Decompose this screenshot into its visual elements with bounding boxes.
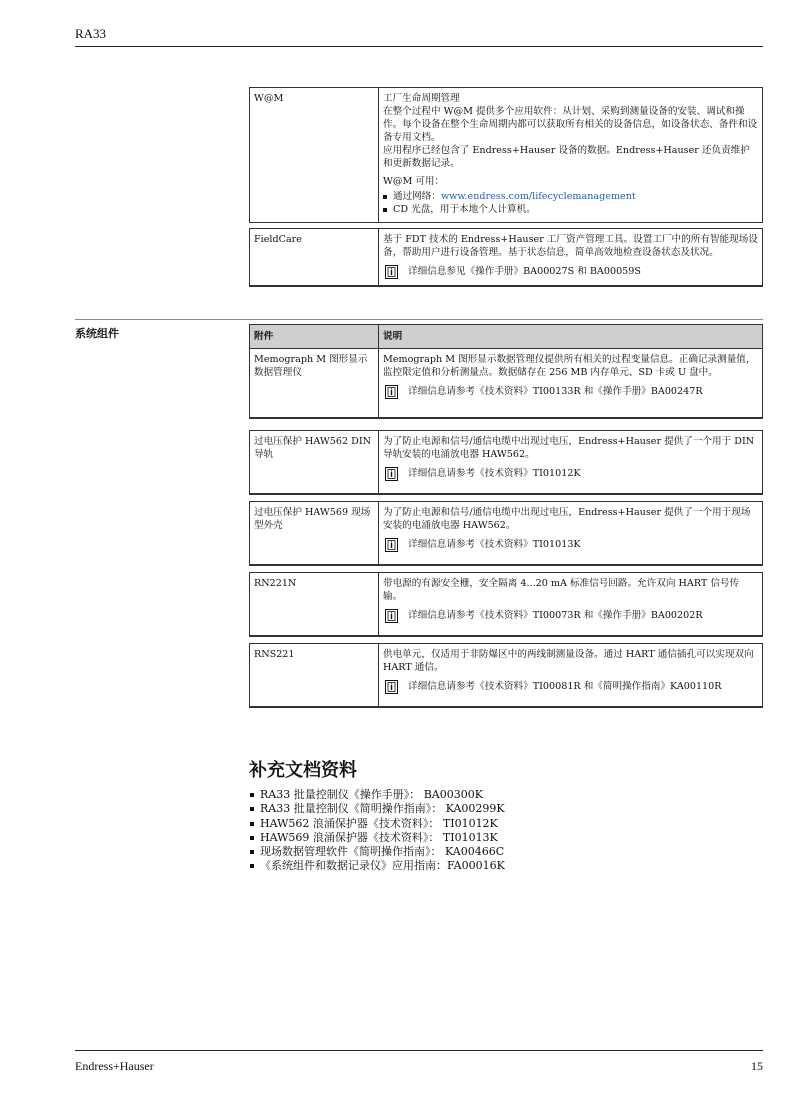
rns221-table — [249, 643, 763, 708]
row-name: RNS221 — [250, 644, 379, 708]
section-label: 系统组件 — [75, 327, 119, 340]
section-rule — [75, 319, 763, 320]
footer-rule — [75, 1050, 763, 1051]
book-icon — [385, 680, 398, 694]
bullet-prefix: 通过网络： — [393, 191, 441, 202]
table-row — [250, 229, 763, 287]
list-item: RA33 批量控制仪《操作手册》： BA00300K — [249, 788, 505, 802]
row-name: FieldCare — [250, 229, 379, 287]
reference-note — [383, 680, 758, 694]
book-icon — [385, 609, 398, 623]
reference-text: 详细信息请参考《技术资料》TI01013K — [408, 539, 581, 550]
availability-list — [383, 190, 758, 216]
list-item: HAW569 浪涌保护器《技术资料》： TI01013K — [249, 831, 505, 845]
desc-text: 为了防止电源和信号/通信电缆中出现过电压，Endress+Hauser 提供了一个用于 DIN 导轨安装的电涌放电器 HAW562。 — [383, 436, 755, 460]
reference-note — [383, 265, 758, 279]
desc-text: 带电源的有源安全栅，安全隔离 4...20 mA 标准信号回路。允许双向 HART 信号传输。 — [383, 578, 740, 602]
list-item: RA33 批量控制仪《简明操作指南》： KA00299K — [249, 802, 505, 816]
row-description — [379, 431, 763, 495]
list-item: 《系统组件和数据记录仪》应用指南：FA00016K — [249, 859, 505, 873]
desc-text: 供电单元，仅适用于非防爆区中的两线制测量设备。通过 HART 通信插孔可以实现双向 HART 通信。 — [383, 649, 754, 673]
table-row — [250, 88, 763, 223]
supplementary-title: 补充文档资料 — [249, 760, 357, 781]
page-number: 15 — [751, 1059, 763, 1073]
row-name: 过电压保护 HAW562 DIN 导轨 — [250, 431, 379, 495]
fieldcare-table — [249, 228, 763, 287]
desc-line: 在整个过程中 W@M 提供多个应用软件：从计划、采购到测量设备的安装、调试和操作。每个设备在整个生命周期内都可以获取所有相关的设备信息，如设备状态、备件和设备专用文档。 — [383, 106, 758, 143]
book-icon — [385, 467, 398, 481]
row-description — [379, 573, 763, 637]
supplementary-list — [249, 788, 505, 874]
book-icon — [385, 385, 398, 399]
desc-text: 为了防止电源和信号/通信电缆中出现过电压，Endress+Hauser 提供了一个用于现场安装的电涌放电器 HAW562。 — [383, 507, 751, 531]
row-description — [379, 644, 763, 708]
reference-text: 详细信息参见《操作手册》BA00027S 和 BA00059S — [408, 266, 641, 277]
reference-note — [383, 467, 758, 481]
software-table — [249, 87, 763, 223]
table-row — [250, 431, 763, 495]
header-title: RA33 — [75, 26, 107, 41]
row-name: 过电压保护 HAW569 现场型外壳 — [250, 502, 379, 566]
row-description — [379, 229, 763, 287]
table-header — [250, 325, 763, 349]
table-row — [250, 349, 763, 419]
desc-line: 应用程序已经包含了 Endress+Hauser 设备的数据。Endress+Hauser 还负责维护和更新数据记录。 — [383, 145, 750, 169]
reference-text: 详细信息请参考《技术资料》TI00133R 和《操作手册》BA00247R — [408, 386, 703, 397]
table-row — [250, 502, 763, 566]
lifecycle-link[interactable]: www.endress.com/lifecyclemanagement — [440, 191, 636, 202]
row-description — [379, 349, 763, 419]
desc-text: Memograph M 图形显示数据管理仪提供所有相关的过程变量信息。正确记录测量值，监控限定值和分析测量点。数据储存在 256 MB 内存单元、SD 卡或 U 盘中。 — [383, 354, 756, 378]
row-name: W@M — [250, 88, 379, 223]
table-row — [250, 573, 763, 637]
list-item: 现场数据管理软件《简明操作指南》： KA00466C — [249, 845, 505, 859]
list-item: HAW562 浪涌保护器《技术资料》： TI01012K — [249, 817, 505, 831]
header-col-description: 说明 — [379, 325, 763, 349]
desc-line: 工厂生命周期管理 — [383, 93, 460, 104]
reference-text: 详细信息请参考《技术资料》TI00081R 和《简明操作指南》KA00110R — [408, 681, 722, 692]
rn221n-table — [249, 572, 763, 637]
header-col-accessory: 附件 — [250, 325, 379, 349]
haw569-table — [249, 501, 763, 566]
row-description — [379, 502, 763, 566]
reference-note — [383, 385, 758, 399]
book-icon — [385, 538, 398, 552]
reference-note — [383, 538, 758, 552]
reference-text: 详细信息请参考《技术资料》TI01012K — [408, 468, 581, 479]
list-item — [383, 190, 758, 203]
table-row — [250, 644, 763, 708]
desc-text: 基于 FDT 技术的 Endress+Hauser 工厂资产管理工具。设置工厂中的所有智能现场设备，帮助用户进行设备管理。基于状态信息，简单高效地检查设备状态及状况。 — [383, 234, 758, 258]
footer-brand: Endress+Hauser — [75, 1059, 154, 1073]
availability-label: W@M 可用： — [383, 176, 445, 187]
haw562-table — [249, 430, 763, 495]
list-item: CD 光盘，用于本地个人计算机。 — [383, 203, 758, 216]
reference-note — [383, 609, 758, 623]
reference-text: 详细信息请参考《技术资料》TI00073R 和《操作手册》BA00202R — [408, 610, 703, 621]
book-icon — [385, 265, 398, 279]
row-description — [379, 88, 763, 223]
row-name: Memograph M 图形显示数据管理仪 — [250, 349, 379, 419]
row-name: RN221N — [250, 573, 379, 637]
components-table — [249, 324, 763, 419]
header-rule — [75, 46, 763, 47]
